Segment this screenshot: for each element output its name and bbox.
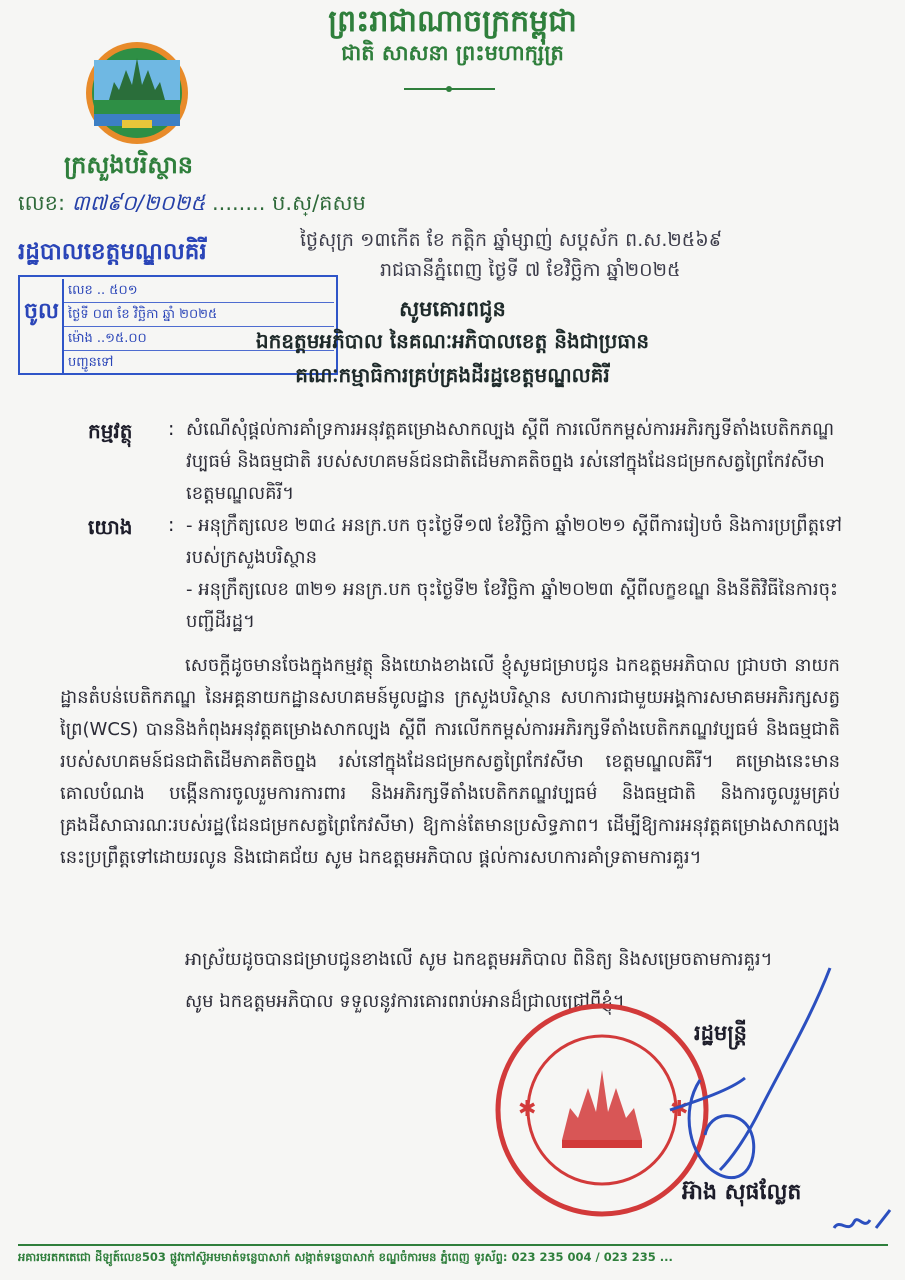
subject-label: កម្មវត្ថុ [88, 419, 133, 443]
national-motto: ជាតិ សាសនា ព្រះមហាក្សត្រ [341, 41, 564, 65]
received-stamp-line: លេខ .. ៥០១ [64, 279, 334, 303]
signer-title: រដ្ឋមន្ត្រី [694, 1021, 747, 1045]
reference-number: លេខ: ៣៧៩០/២០២៥ ........ ប.ស្/គសម [18, 191, 366, 215]
initials-mark-icon [830, 1200, 900, 1240]
footer-address: អគារមរតកតេជោ ដីឡូត៍លេខ503 ផ្លូវកៅស៊ូអមមាត់ទន្លេបាសាក់ សង្កាត់ទន្លេបាសាក់ ខណ្ឌចំការមន ភ្នំពេញ ទូរស័ព្ទ: 023 235 004 / 023 235 ... [18, 1250, 673, 1264]
svg-text:✱: ✱ [670, 1097, 689, 1122]
body-paragraph: សេចក្តីដូចមានចែងក្នុងកម្មវត្ថុ និងយោងខាងលើ ខ្ញុំសូមជម្រាបជូន ឯកឧត្តមអភិបាល ជ្រាបថា នាយកដ្ឋានតំបន់បេតិកភណ្ឌ នៃអគ្គនាយកដ្ឋានសហគមន៍មូលដ្ឋាន ក្រសួងបរិស្ថាន សហការជាមួយអង្គការសមាគមអភិរក្សសត្វព្រៃ(WCS) បាននិងកំពុងអនុវត្តគម្រោងសាកល្បង ស្តីពី ការលើកកម្ពស់ការអភិរក្សទីតាំងបេតិកភណ្ឌវប្បធម៌ និងធម្មជាតិ របស់សហគមន៍ជនជាតិដើមភាគតិចព្នង រស់នៅក្នុងដែនជម្រកសត្វព្រៃកែវសីមា ខេត្តមណ្ឌលគិរី។ គម្រោងនេះមានគោលបំណង បង្កើនការចូលរួមការការពារ និងអភិរក្សទីតាំងបេតិកភណ្ឌវប្បធម៌ និងធម្មជាតិ និងការចូលរួមគ្រប់គ្រងដីសាធារណៈរបស់រដ្ឋ(ដែនជម្រកសត្វព្រៃកែវសីមា) ឱ្យកាន់តែមានប្រសិទ្ធភាព។ ដើម្បីឱ្យការអនុវត្តគម្រោងសាកល្បងនេះប្រព្រឹត្តទៅដោយរលូន និងជោគជ័យ សូម ឯកឧត្តមអភិបាល ផ្តល់ការសហការគាំទ្រតាមការគួរ។ [60, 655, 840, 868]
reference-label: យោង [88, 515, 133, 539]
ministry-logo-icon [84, 40, 190, 146]
ref-suffix: ប.ស្/គសម [272, 191, 366, 215]
respectfully-to: សូមគោរពជូន [399, 297, 506, 321]
recipient-line-1: ឯកឧត្តមអភិបាល នៃគណៈអភិបាលខេត្ត និងជាប្រធាន [255, 329, 650, 353]
footer-divider [18, 1244, 888, 1246]
ministry-name: ក្រសួងបរិស្ថាន [64, 151, 194, 179]
received-stamp-line: ថ្ងៃទី ០៣ ខែ វិច្ឆិកា ឆ្នាំ ២០២៥ [64, 303, 334, 327]
received-stamp-big-text: ចូល [24, 299, 59, 324]
recipient-line-2: គណៈកម្មាធិការគ្រប់គ្រងដីរដ្ឋខេត្តមណ្ឌលគិរី [295, 363, 610, 387]
svg-text:✱: ✱ [518, 1097, 537, 1122]
ref-prefix: លេខ: [18, 191, 66, 215]
ornament-divider-icon [402, 84, 497, 94]
courtesy-line: សូម ឯកឧត្តមអភិបាល ទទួលនូវការគោរពរាប់អានដ៏ជ្រាលជ្រៅពីខ្ញុំ។ [185, 991, 625, 1012]
subject-colon: : [168, 418, 175, 440]
solar-date: រាជធានីភ្នំពេញ ថ្ងៃទី ៧ ខែវិច្ឆិកា ឆ្នាំ២០២៥ [380, 259, 681, 281]
received-stamp-title: រដ្ឋបាលខេត្តមណ្ឌលគិរី [18, 239, 207, 265]
lunar-date: ថ្ងៃសុក្រ ១៣កើត ខែ កត្តិក ឆ្នាំម្សាញ់ សប្តស័ក ព.ស.២៥៦៩ [300, 229, 723, 251]
signer-name: អ៊ាង សុផល្លែត [682, 1180, 802, 1205]
subject-text: សំណើសុំផ្តល់ការគាំទ្រការអនុវត្តគម្រោងសាកល្បង ស្តីពី ការលើកកម្ពស់ការអភិរក្សទីតាំងបេតិកភណ្ឌវប្បធម៌ និងធម្មជាតិ របស់សហគមន៍ជនជាតិដើមភាគតិចព្នង រស់នៅក្នុងដែនជម្រកសត្វព្រៃកែវសីមា ខេត្តមណ្ឌលគិរី។ [186, 419, 835, 504]
ref-number: ៣៧៩០/២០២៥ [71, 191, 206, 215]
received-stamp-line: ម៉ោង ..១៥.០០ [64, 327, 334, 351]
closing-paragraph: អាស្រ័យដូចបានជម្រាបជូនខាងលើ សូម ឯកឧត្តមអភិបាល ពិនិត្យ និងសម្រេចតាមការគួរ។ [185, 949, 773, 970]
reference-colon: : [168, 514, 175, 536]
reference-item: - អនុក្រឹត្យលេខ ២៣៤ អនក្រ.បក ចុះថ្ងៃទី១៧ ខែវិច្ឆិកា ឆ្នាំ២០២១ ស្តីពីការរៀបចំ និងការប្រព្រឹត្តទៅរបស់ក្រសួងបរិស្ថាន [186, 515, 842, 568]
received-stamp-line: បញ្ជូនទៅ [68, 355, 114, 370]
reference-item: - អនុក្រឹត្យលេខ ៣២១ អនក្រ.បក ចុះថ្ងៃទី២ ខែវិច្ឆិកា ឆ្នាំ២០២៣ ស្តីពីលក្ខខណ្ឌ និងនីតិវិធីនៃការចុះបញ្ជីដីរដ្ឋ។ [186, 579, 838, 632]
kingdom-heading: ព្រះរាជាណាចក្រកម្ពុជា [328, 4, 577, 39]
handwritten-signature-icon [610, 960, 840, 1210]
